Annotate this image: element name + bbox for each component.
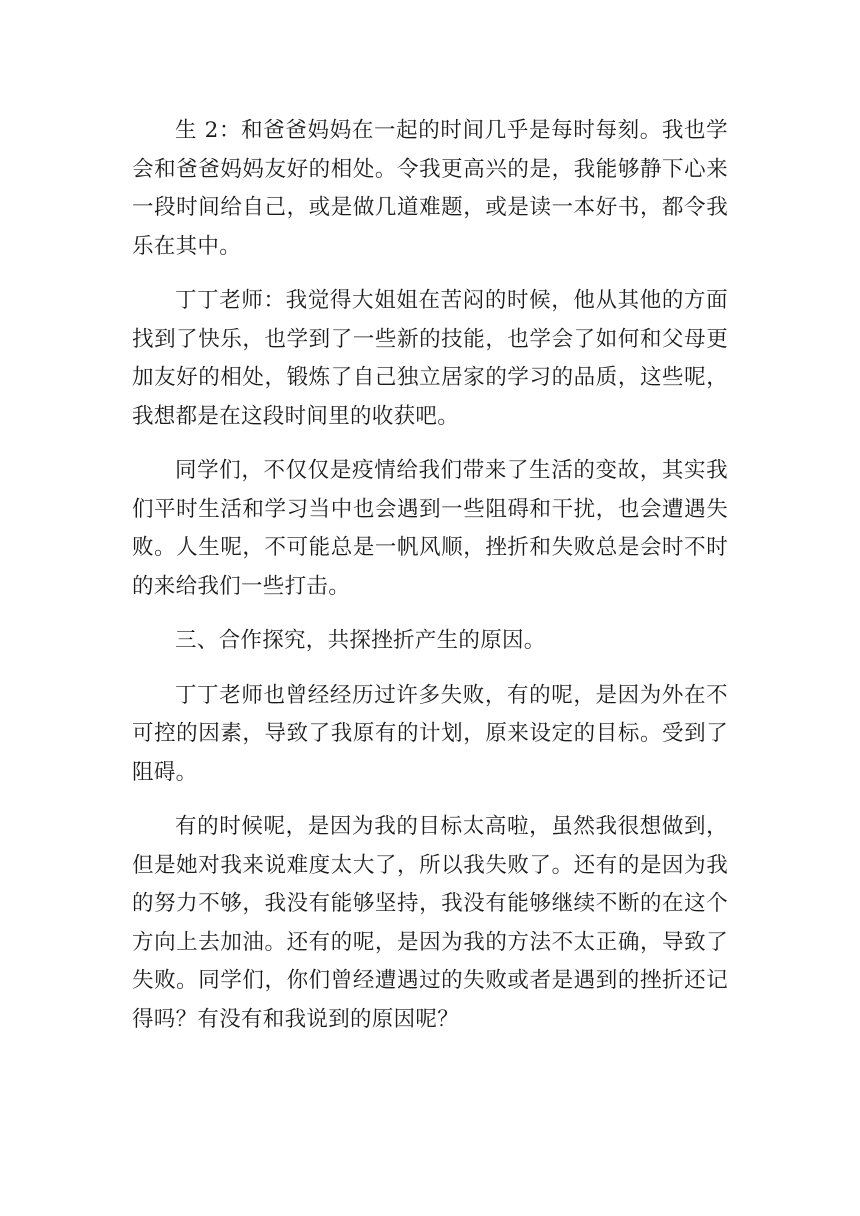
paragraph-teacher-failures: 丁丁老师也曾经经历过许多失败，有的呢，是因为外在不可控的因素，导致了我原有的计划，原来设定的目标。受到了阻碍。 [132, 682, 728, 785]
paragraph-setbacks-intro: 同学们，不仅仅是疫情给我们带来了生活的变故，其实我们平时生活和学习当中也会遇到一些阻碍和干扰，也会遭遇失败。人生呢，不可能总是一帆风顺，挫折和失败总是会时不时的来给我们一些打击。 [132, 458, 728, 599]
paragraph-failure-reasons: 有的时候呢，是因为我的目标太高啦，虽然我很想做到，但是她对我来说难度太大了，所以我失败了。还有的是因为我的努力不够，我没有能够坚持，我没有能够继续不断的在这个方向上去加油。还有的呢，是因为我的方法不太正确，导致了失败。同学们，你们曾经遭遇过的失败或者是遇到的挫折还记得吗？有没有和我说到的原因呢？ [132, 814, 728, 1032]
section-heading-3: 三、合作探究，共探挫折产生的原因。 [175, 628, 546, 653]
paragraph-student-2: 生 2：和爸爸妈妈在一起的时间几乎是每时每刻。我也学会和爸爸妈妈友好的相处。令我更高兴的是，我能够静下心来一段时间给自己，或是做几道难题，或是读一本好书，都令我乐在其中。 [132, 118, 728, 259]
paragraph-teacher-comment: 丁丁老师：我觉得大姐姐在苦闷的时候，他从其他的方面找到了快乐，也学到了一些新的技能，也学会了如何和父母更加友好的相处，锻炼了自己独立居家的学习的品质，这些呢，我想都是在这段时间里的收获吧。 [132, 288, 728, 429]
